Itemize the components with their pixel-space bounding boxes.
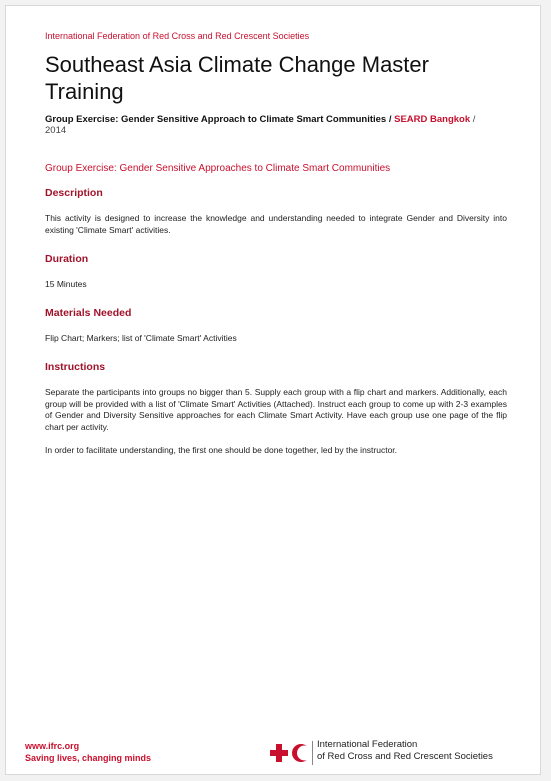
logo-text-line-1: International Federation	[317, 739, 418, 750]
duration-heading: Duration	[45, 253, 89, 265]
subtitle-office: SEARD Bangkok	[394, 114, 471, 125]
logo-text	[317, 739, 537, 763]
duration-text: 15 Minutes	[45, 279, 87, 289]
exercise-title: Group Exercise: Gender Sensitive Approaches to Climate Smart Communities	[45, 163, 391, 174]
footer-left	[25, 740, 151, 764]
subtitle-year: / 2014	[45, 114, 476, 136]
footer-tagline: Saving lives, changing minds	[25, 753, 152, 763]
header-organization: International Federation of Red Cross and Red Crescent Societies	[45, 31, 310, 41]
description-heading: Description	[45, 187, 103, 199]
logo-text-line-2: of Red Cross and Red Crescent Societies	[317, 751, 493, 762]
subtitle-main: Group Exercise: Gender Sensitive Approach to Climate Smart Communities /	[45, 114, 395, 125]
logo-divider	[312, 741, 313, 765]
instructions-paragraph-2: In order to facilitate understanding, the first one should be done together, led by the instructor.	[45, 445, 398, 455]
footer-url-link[interactable]: www.ifrc.org	[25, 741, 80, 751]
page-title: Southeast Asia Climate Change Master Training	[45, 52, 429, 104]
instructions-heading: Instructions	[45, 361, 106, 373]
materials-text: Flip Chart; Markers; list of 'Climate Smart' Activities	[45, 333, 237, 343]
red-crescent-icon	[291, 743, 309, 763]
red-cross-icon	[269, 743, 289, 763]
instructions-paragraph-1: Separate the participants into groups no bigger than 5. Supply each group with a flip chart and markers. Additionally, each group will be provided with a list of 'Climate Smart' Activities (Attached). Instruct each group to come up with 2-3 examples of Gender and Diversity Sensitive approaches for each Climate Smart Activity. Have each group use one page of the flip chart per activity.	[45, 387, 507, 432]
description-text: This activity is designed to increase the knowledge and understanding needed to integrate Gender and Diversity into existing 'Climate Smart' activities.	[45, 213, 507, 235]
document-page	[5, 5, 541, 775]
materials-heading: Materials Needed	[45, 307, 132, 319]
page-subtitle	[45, 114, 485, 136]
